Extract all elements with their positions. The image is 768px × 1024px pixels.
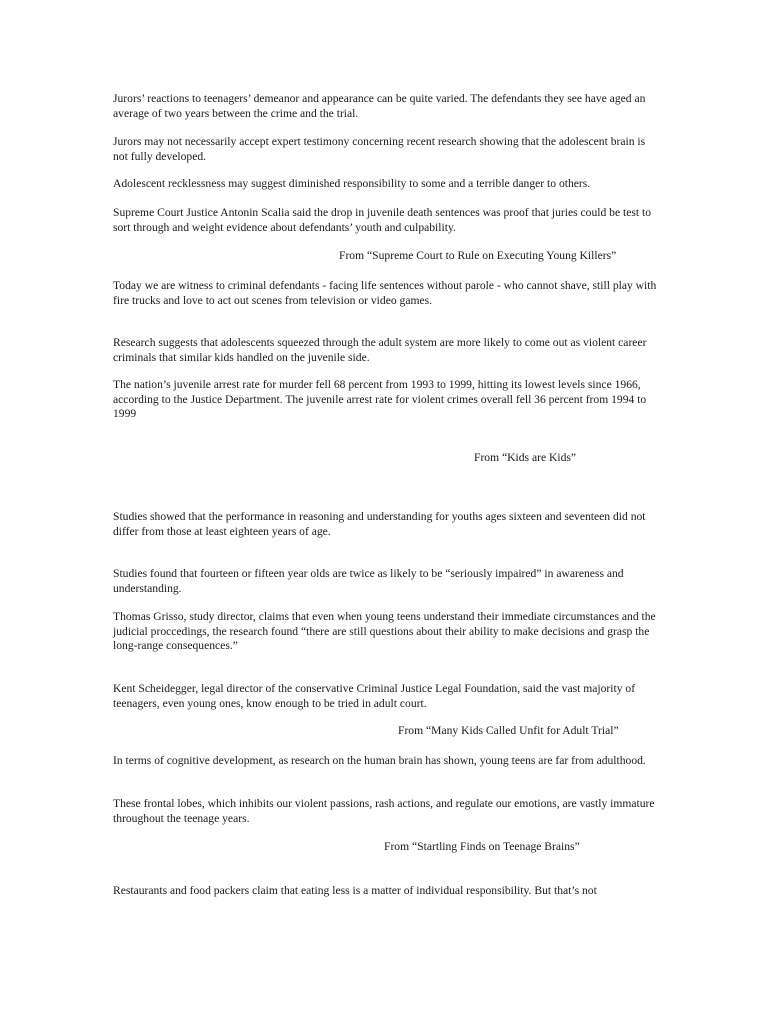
paragraph-scheidegger: Kent Scheidegger, legal director of the conservative Criminal Justice Legal Foundation, said the vast majority of teenagers, even young ones, know enough to be tried in adult court. [113, 682, 636, 710]
paragraph-restaurants: Restaurants and food packers claim that eating less is a matter of individual responsibility. But that’s not [113, 884, 597, 897]
paragraph-criminal-defendants: Today we are witness to criminal defendants - facing life sentences without parole - who cannot shave, still play with fire trucks and love to act out scenes from television or video games. [113, 279, 657, 307]
source-citation-unfit-adult-trial: From “Many Kids Called Unfit for Adult Trial” [398, 724, 619, 737]
paragraph-scalia: Supreme Court Justice Antonin Scalia said the drop in juvenile death sentences was proof that juries could be test to sort through and weight evidence about defendants’ youth and culpability. [113, 206, 652, 234]
paragraph-adolescent-recklessness: Adolescent recklessness may suggest diminished responsibility to some and a terrible danger to others. [113, 177, 591, 190]
paragraph-frontal-lobes: These frontal lobes, which inhibits our violent passions, rash actions, and regulate our emotions, are vastly immature throughout the teenage years. [113, 797, 655, 825]
paragraph-studies-impaired: Studies found that fourteen or fifteen year olds are twice as likely to be “seriously impaired” in awareness and understanding. [113, 567, 624, 595]
paragraph-jurors-reactions: Jurors’ reactions to teenagers’ demeanor and appearance can be quite varied. The defendants they see have aged an average of two years between the crime and the trial. [113, 92, 646, 120]
paragraph-cognitive-development: In terms of cognitive development, as research on the human brain has shown, young teens are far from adulthood. [113, 754, 646, 767]
source-citation-kids-are-kids: From “Kids are Kids” [474, 451, 577, 464]
paragraph-research-adult-system: Research suggests that adolescents squeezed through the adult system are more likely to come out as violent career criminals that similar kids handled on the juvenile side. [113, 336, 647, 364]
source-citation-teenage-brains: From “Startling Finds on Teenage Brains” [384, 840, 580, 853]
paragraph-expert-testimony: Jurors may not necessarily accept expert testimony concerning recent research showing that the adolescent brain is not fully developed. [113, 135, 646, 163]
paragraph-arrest-rate: The nation’s juvenile arrest rate for murder fell 68 percent from 1993 to 1999, hitting its lowest levels since 1966, according to the Justice Department. The juvenile arrest rate for violent crimes overall fell 36 percent from 1994 to 1999 [113, 378, 647, 420]
source-citation-supreme-court: From “Supreme Court to Rule on Executing Young Killers” [339, 249, 617, 262]
paragraph-grisso: Thomas Grisso, study director, claims that even when young teens understand their immediate circumstances and the judicial proccedings, the research found “there are still questions about their ability to make decisions and grasp the long-range consequences.” [113, 610, 656, 652]
paragraph-studies-reasoning: Studies showed that the performance in reasoning and understanding for youths ages sixteen and seventeen did not differ from those at least eighteen years of age. [113, 510, 646, 538]
